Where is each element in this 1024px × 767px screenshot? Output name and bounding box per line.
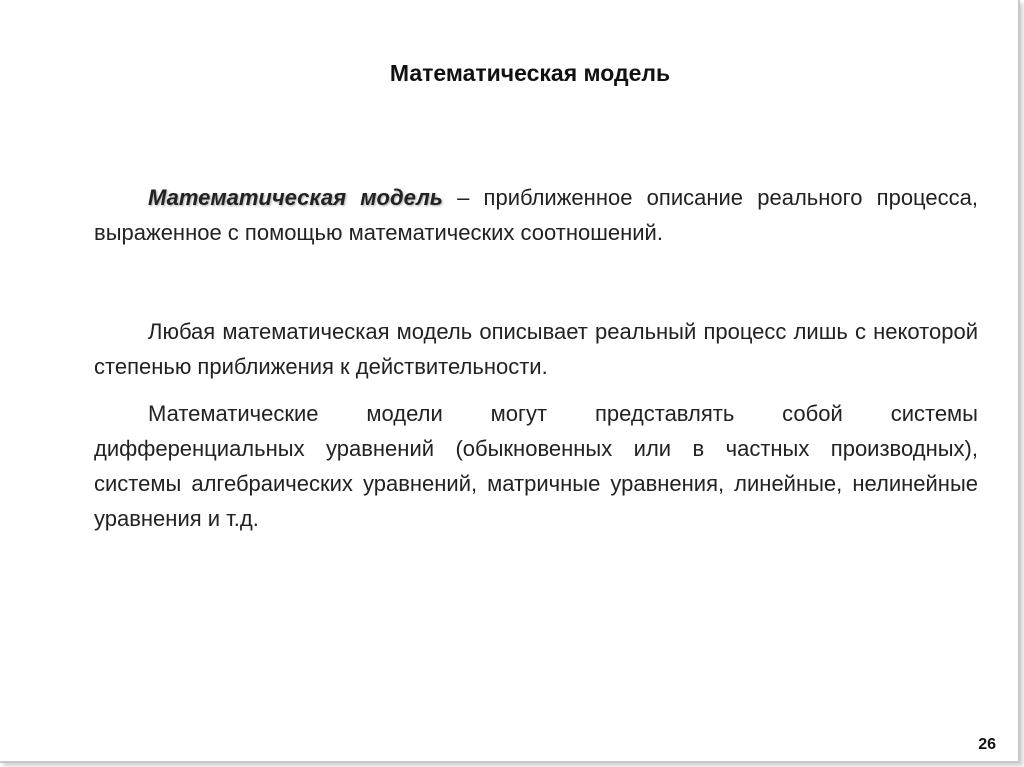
page-number: 26: [978, 736, 996, 753]
paragraph-definition: [94, 180, 978, 250]
definition-text: – приближенное описание реального процесса, выраженное с помощью математических соотношений.: [94, 185, 978, 245]
defined-term: Математическая модель: [148, 185, 443, 210]
slide-title: Математическая модель: [389, 60, 671, 86]
paragraph-model-types: Математические модели могут представлять собой системы дифференциальных уравнений (обыкновенных или в частных производных), системы алгебраических уравнений, матричные уравнения, линейные, нелинейные уравнения и т.д.: [94, 401, 978, 531]
paragraph-approximation: Любая математическая модель описывает реальный процесс лишь с некоторой степенью приближения к действительности.: [94, 319, 978, 379]
